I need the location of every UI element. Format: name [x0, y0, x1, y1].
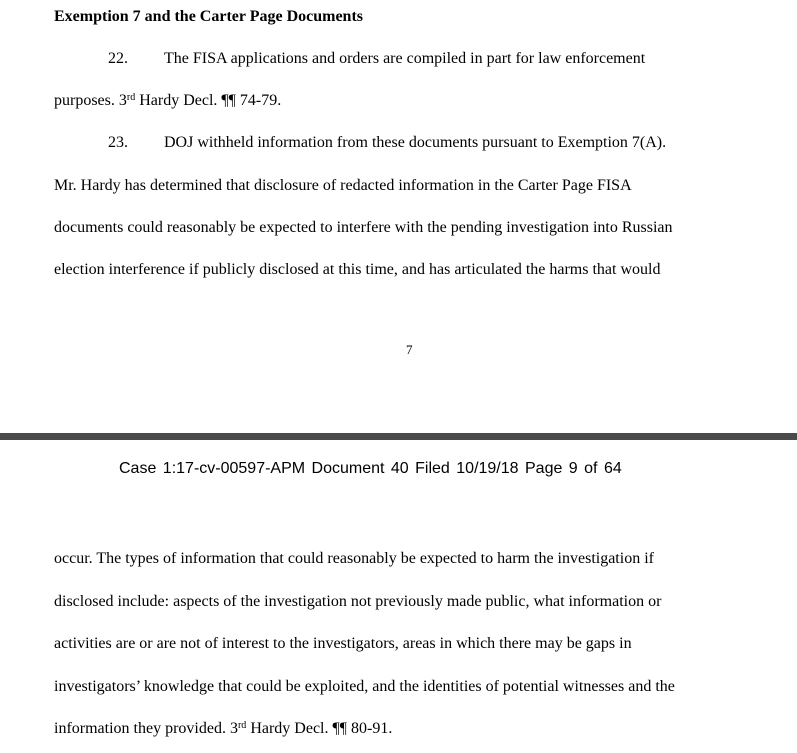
body-line-2: disclosed include: aspects of the investigation not previously made public, what information or	[54, 593, 662, 610]
para-22-line-2	[54, 91, 281, 111]
para-text: DOJ withheld information from these documents pursuant to Exemption 7(A).	[164, 134, 667, 151]
para-23-line-1	[54, 133, 666, 153]
para-number: 22.	[108, 50, 128, 67]
citation-prefix: information they provided. 3	[54, 720, 238, 737]
ordinal-sup: rd	[126, 92, 136, 103]
para-23-line-2: Mr. Hardy has determined that disclosure of redacted information in the Carter Page FISA	[54, 177, 632, 194]
page-number: 7	[406, 342, 413, 357]
body-line-1: occur. The types of information that could reasonably be expected to harm the investigation if	[54, 550, 654, 567]
body-line-3: activities are or are not of interest to the investigators, areas in which there may be gaps in	[54, 635, 632, 652]
para-text: The FISA applications and orders are compiled in part for law enforcement	[164, 50, 646, 67]
body-line-5	[54, 719, 392, 739]
para-23-line-4: election interference if publicly disclosed at this time, and has articulated the harms that would	[54, 261, 661, 278]
para-23-line-3: documents could reasonably be expected to interfere with the pending investigation into Russian	[54, 219, 673, 236]
body-line-4: investigators’ knowledge that could be exploited, and the identities of potential witnesses and the	[54, 678, 675, 695]
citation-suffix: Hardy Decl. ¶¶ 74-79.	[135, 92, 282, 109]
case-header: Case 1:17-cv-00597-APM Document 40 Filed 10/19/18 Page 9 of 64	[119, 460, 622, 477]
section-heading: Exemption 7 and the Carter Page Documents	[54, 8, 364, 25]
para-22-line-1	[54, 49, 645, 69]
para-number: 23.	[108, 134, 128, 151]
citation-suffix: Hardy Decl. ¶¶ 80-91.	[246, 720, 393, 737]
citation-prefix: purposes. 3	[54, 92, 127, 109]
page-divider	[0, 433, 797, 440]
ordinal-sup: rd	[237, 720, 247, 731]
